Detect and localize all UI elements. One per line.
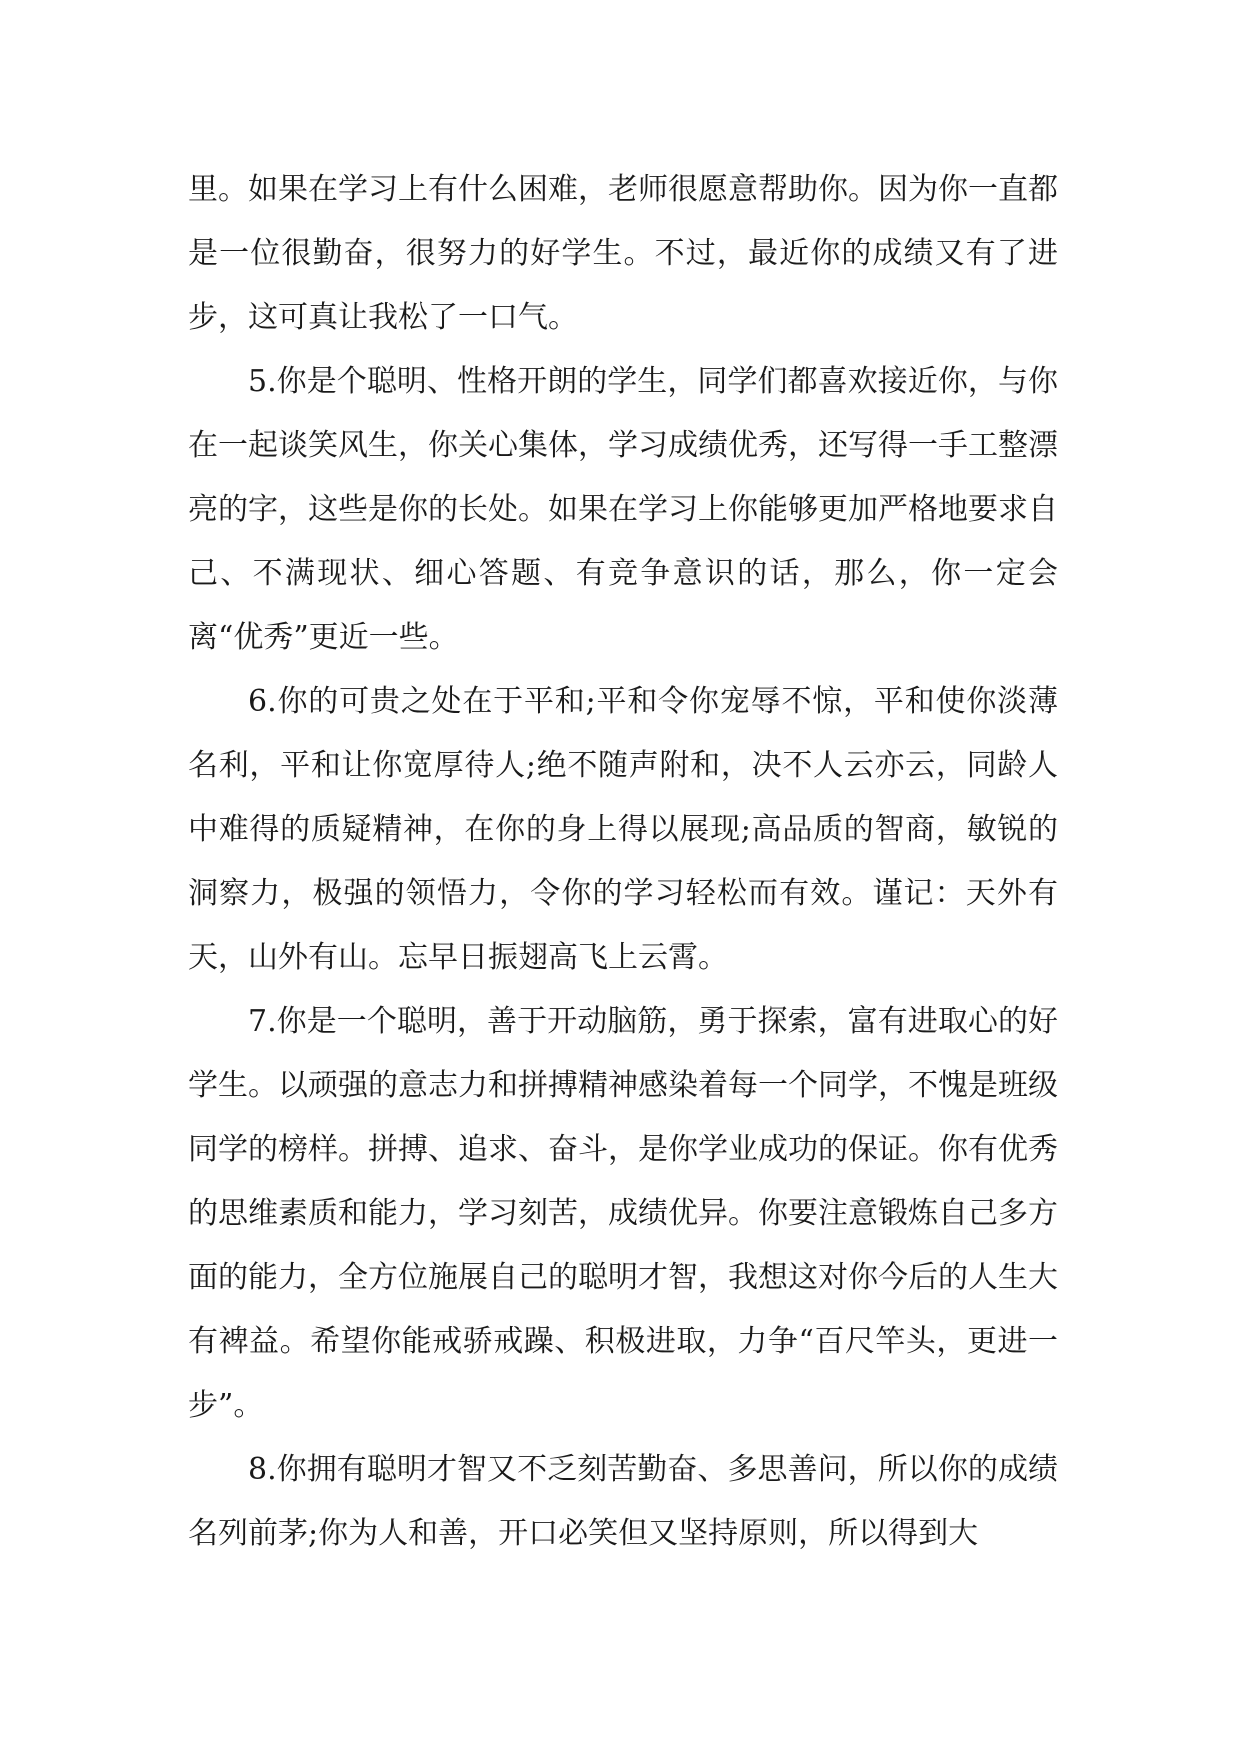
paragraph-continuation: 里。如果在学习上有什么困难，老师很愿意帮助你。因为你一直都是一位很勤奋，很努力的好学生。不过，最近你的成绩又有了进步，这可真让我松了一口气。 [188, 172, 1058, 335]
paragraph-item-7: 7.你是一个聪明，善于开动脑筋，勇于探索，富有进取心的好学生。以顽强的意志力和拼搏精神感染着每一个同学，不愧是班级同学的榜样。拼搏、追求、奋斗，是你学业成功的保证。你有优秀的思维素质和能力，学习刻苦，成绩优异。你要注意锻炼自己多方面的能力，全方位施展自己的聪明才智，我想这对你今后的人生大有裨益。希望你能戒骄戒躁、积极进取，力争“百尺竿头，更进一步”。 [188, 1004, 1058, 1423]
paragraph-item-6: 6.你的可贵之处在于平和;平和令你宠辱不惊，平和使你淡薄名利，平和让你宽厚待人;绝不随声附和，决不人云亦云，同龄人中难得的质疑精神，在你的身上得以展现;高品质的智商，敏锐的洞察力，极强的领悟力，令你的学习轻松而有效。谨记：天外有天，山外有山。忘早日振翅高飞上云霄。 [188, 684, 1058, 975]
document-page [188, 158, 1058, 1566]
paragraph-item-8: 8.你拥有聪明才智又不乏刻苦勤奋、多思善问，所以你的成绩名列前茅;你为人和善，开口必笑但又坚持原则，所以得到大 [188, 1452, 1058, 1551]
paragraph-item-5: 5.你是个聪明、性格开朗的学生，同学们都喜欢接近你，与你在一起谈笑风生，你关心集体，学习成绩优秀，还写得一手工整漂亮的字，这些是你的长处。如果在学习上你能够更加严格地要求自己、不满现状、细心答题、有竞争意识的话，那么，你一定会离“优秀”更近一些。 [188, 364, 1058, 655]
